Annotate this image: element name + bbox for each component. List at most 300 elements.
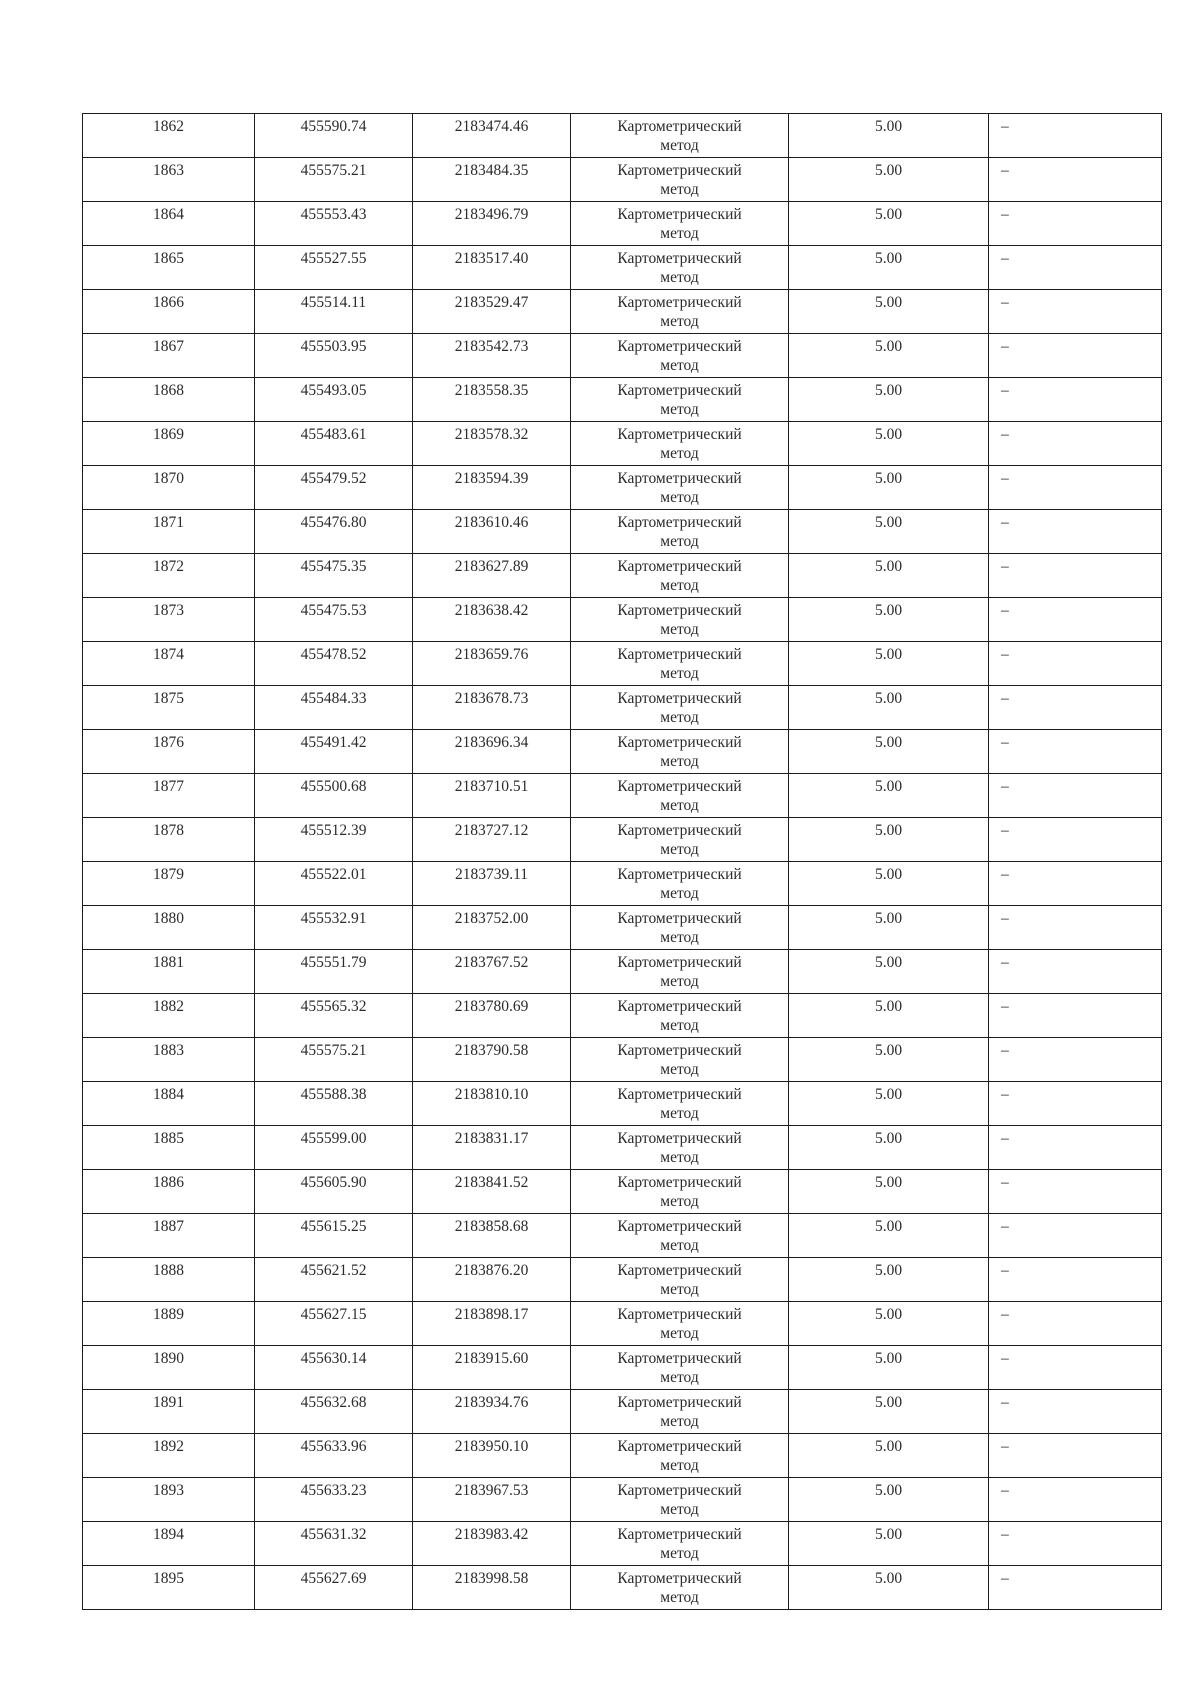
method-text-line: метод bbox=[660, 357, 699, 374]
y-coordinate-cell: 2183841.52 bbox=[413, 1170, 571, 1214]
method-cell bbox=[571, 598, 789, 642]
table-row bbox=[83, 730, 1162, 774]
x-coordinate-cell: 455479.52 bbox=[255, 466, 413, 510]
accuracy-cell: 5.00 bbox=[789, 466, 989, 510]
method-text-line: Картометрический bbox=[617, 690, 742, 707]
method-text-line: Картометрический bbox=[617, 910, 742, 927]
x-coordinate-cell: 455553.43 bbox=[255, 202, 413, 246]
method-text-line: Картометрический bbox=[617, 426, 742, 443]
point-number-cell: 1885 bbox=[83, 1126, 255, 1170]
note-cell: – bbox=[989, 1522, 1162, 1566]
method-text-line: Картометрический bbox=[617, 998, 742, 1015]
note-cell: – bbox=[989, 1434, 1162, 1478]
accuracy-cell: 5.00 bbox=[789, 1038, 989, 1082]
method-text-line: метод bbox=[660, 1501, 699, 1518]
method-text-line: метод bbox=[660, 621, 699, 638]
note-cell: – bbox=[989, 334, 1162, 378]
table-row bbox=[83, 1302, 1162, 1346]
point-number-cell: 1872 bbox=[83, 554, 255, 598]
note-cell: – bbox=[989, 1082, 1162, 1126]
accuracy-cell: 5.00 bbox=[789, 510, 989, 554]
note-cell: – bbox=[989, 1038, 1162, 1082]
table-row bbox=[83, 290, 1162, 334]
method-cell bbox=[571, 1258, 789, 1302]
method-text-line: метод bbox=[660, 841, 699, 858]
point-number-cell: 1883 bbox=[83, 1038, 255, 1082]
method-text-line: Картометрический bbox=[617, 954, 742, 971]
table-row bbox=[83, 1478, 1162, 1522]
method-cell bbox=[571, 158, 789, 202]
note-cell: – bbox=[989, 554, 1162, 598]
x-coordinate-cell: 455551.79 bbox=[255, 950, 413, 994]
accuracy-cell: 5.00 bbox=[789, 422, 989, 466]
accuracy-cell: 5.00 bbox=[789, 202, 989, 246]
method-cell bbox=[571, 554, 789, 598]
y-coordinate-cell: 2183780.69 bbox=[413, 994, 571, 1038]
point-number-cell: 1866 bbox=[83, 290, 255, 334]
point-number-cell: 1868 bbox=[83, 378, 255, 422]
note-cell: – bbox=[989, 1126, 1162, 1170]
x-coordinate-cell: 455633.23 bbox=[255, 1478, 413, 1522]
method-text-line: метод bbox=[660, 1105, 699, 1122]
point-number-cell: 1874 bbox=[83, 642, 255, 686]
y-coordinate-cell: 2183876.20 bbox=[413, 1258, 571, 1302]
point-number-cell: 1886 bbox=[83, 1170, 255, 1214]
note-cell: – bbox=[989, 1214, 1162, 1258]
method-text-line: Картометрический bbox=[617, 118, 742, 135]
x-coordinate-cell: 455615.25 bbox=[255, 1214, 413, 1258]
note-cell: – bbox=[989, 950, 1162, 994]
method-text-line: Картометрический bbox=[617, 1350, 742, 1367]
x-coordinate-cell: 455503.95 bbox=[255, 334, 413, 378]
method-text-line: метод bbox=[660, 709, 699, 726]
table-row bbox=[83, 686, 1162, 730]
method-text-line: метод bbox=[660, 489, 699, 506]
method-cell bbox=[571, 906, 789, 950]
method-text-line: Картометрический bbox=[617, 1482, 742, 1499]
accuracy-cell: 5.00 bbox=[789, 1258, 989, 1302]
x-coordinate-cell: 455476.80 bbox=[255, 510, 413, 554]
method-text-line: Картометрический bbox=[617, 162, 742, 179]
note-cell: – bbox=[989, 466, 1162, 510]
method-text-line: метод bbox=[660, 1369, 699, 1386]
method-cell bbox=[571, 818, 789, 862]
table-row bbox=[83, 114, 1162, 158]
method-cell bbox=[571, 1522, 789, 1566]
point-number-cell: 1862 bbox=[83, 114, 255, 158]
table-row bbox=[83, 466, 1162, 510]
x-coordinate-cell: 455512.39 bbox=[255, 818, 413, 862]
table-row bbox=[83, 422, 1162, 466]
y-coordinate-cell: 2183496.79 bbox=[413, 202, 571, 246]
method-text-line: метод bbox=[660, 1413, 699, 1430]
point-number-cell: 1895 bbox=[83, 1566, 255, 1610]
note-cell: – bbox=[989, 246, 1162, 290]
point-number-cell: 1892 bbox=[83, 1434, 255, 1478]
x-coordinate-cell: 455633.96 bbox=[255, 1434, 413, 1478]
method-text-line: метод bbox=[660, 1193, 699, 1210]
method-cell bbox=[571, 246, 789, 290]
method-text-line: Картометрический bbox=[617, 382, 742, 399]
method-text-line: метод bbox=[660, 1457, 699, 1474]
x-coordinate-cell: 455522.01 bbox=[255, 862, 413, 906]
method-text-line: метод bbox=[660, 973, 699, 990]
point-number-cell: 1873 bbox=[83, 598, 255, 642]
table-row bbox=[83, 554, 1162, 598]
method-cell bbox=[571, 202, 789, 246]
method-cell bbox=[571, 422, 789, 466]
method-cell bbox=[571, 686, 789, 730]
accuracy-cell: 5.00 bbox=[789, 290, 989, 334]
method-text-line: метод bbox=[660, 533, 699, 550]
table-row bbox=[83, 1038, 1162, 1082]
note-cell: – bbox=[989, 1478, 1162, 1522]
x-coordinate-cell: 455588.38 bbox=[255, 1082, 413, 1126]
accuracy-cell: 5.00 bbox=[789, 1082, 989, 1126]
method-cell bbox=[571, 510, 789, 554]
accuracy-cell: 5.00 bbox=[789, 1126, 989, 1170]
table-row bbox=[83, 202, 1162, 246]
y-coordinate-cell: 2183558.35 bbox=[413, 378, 571, 422]
method-cell bbox=[571, 466, 789, 510]
table-row bbox=[83, 906, 1162, 950]
method-cell bbox=[571, 1390, 789, 1434]
method-text-line: метод bbox=[660, 885, 699, 902]
method-text-line: метод bbox=[660, 1061, 699, 1078]
note-cell: – bbox=[989, 158, 1162, 202]
table-row bbox=[83, 862, 1162, 906]
method-text-line: метод bbox=[660, 1281, 699, 1298]
method-text-line: Картометрический bbox=[617, 1042, 742, 1059]
table-row bbox=[83, 158, 1162, 202]
coordinates-table-body bbox=[83, 114, 1162, 1610]
y-coordinate-cell: 2183790.58 bbox=[413, 1038, 571, 1082]
y-coordinate-cell: 2183659.76 bbox=[413, 642, 571, 686]
method-cell bbox=[571, 994, 789, 1038]
table-row bbox=[83, 950, 1162, 994]
accuracy-cell: 5.00 bbox=[789, 642, 989, 686]
method-text-line: Картометрический bbox=[617, 1306, 742, 1323]
method-text-line: Картометрический bbox=[617, 470, 742, 487]
method-text-line: Картометрический bbox=[617, 734, 742, 751]
point-number-cell: 1864 bbox=[83, 202, 255, 246]
x-coordinate-cell: 455630.14 bbox=[255, 1346, 413, 1390]
table-row bbox=[83, 1126, 1162, 1170]
method-text-line: Картометрический bbox=[617, 1086, 742, 1103]
table-row bbox=[83, 642, 1162, 686]
method-text-line: Картометрический bbox=[617, 646, 742, 663]
point-number-cell: 1877 bbox=[83, 774, 255, 818]
method-text-line: метод bbox=[660, 929, 699, 946]
y-coordinate-cell: 2183529.47 bbox=[413, 290, 571, 334]
method-text-line: метод bbox=[660, 137, 699, 154]
method-text-line: Картометрический bbox=[617, 1218, 742, 1235]
y-coordinate-cell: 2183752.00 bbox=[413, 906, 571, 950]
method-text-line: метод bbox=[660, 753, 699, 770]
method-text-line: Картометрический bbox=[617, 294, 742, 311]
method-text-line: метод bbox=[660, 313, 699, 330]
y-coordinate-cell: 2183678.73 bbox=[413, 686, 571, 730]
method-text-line: метод bbox=[660, 1545, 699, 1562]
point-number-cell: 1878 bbox=[83, 818, 255, 862]
note-cell: – bbox=[989, 730, 1162, 774]
note-cell: – bbox=[989, 1170, 1162, 1214]
table-row bbox=[83, 246, 1162, 290]
accuracy-cell: 5.00 bbox=[789, 1434, 989, 1478]
x-coordinate-cell: 455632.68 bbox=[255, 1390, 413, 1434]
accuracy-cell: 5.00 bbox=[789, 862, 989, 906]
point-number-cell: 1882 bbox=[83, 994, 255, 1038]
method-text-line: Картометрический bbox=[617, 1130, 742, 1147]
y-coordinate-cell: 2183517.40 bbox=[413, 246, 571, 290]
note-cell: – bbox=[989, 642, 1162, 686]
y-coordinate-cell: 2183594.39 bbox=[413, 466, 571, 510]
table-row bbox=[83, 1566, 1162, 1610]
y-coordinate-cell: 2183810.10 bbox=[413, 1082, 571, 1126]
accuracy-cell: 5.00 bbox=[789, 1214, 989, 1258]
accuracy-cell: 5.00 bbox=[789, 378, 989, 422]
note-cell: – bbox=[989, 378, 1162, 422]
x-coordinate-cell: 455475.53 bbox=[255, 598, 413, 642]
y-coordinate-cell: 2183983.42 bbox=[413, 1522, 571, 1566]
point-number-cell: 1865 bbox=[83, 246, 255, 290]
x-coordinate-cell: 455491.42 bbox=[255, 730, 413, 774]
table-row bbox=[83, 1170, 1162, 1214]
method-cell bbox=[571, 1038, 789, 1082]
note-cell: – bbox=[989, 686, 1162, 730]
x-coordinate-cell: 455484.33 bbox=[255, 686, 413, 730]
method-text-line: метод bbox=[660, 1237, 699, 1254]
x-coordinate-cell: 455575.21 bbox=[255, 158, 413, 202]
y-coordinate-cell: 2183484.35 bbox=[413, 158, 571, 202]
x-coordinate-cell: 455631.32 bbox=[255, 1522, 413, 1566]
y-coordinate-cell: 2183710.51 bbox=[413, 774, 571, 818]
x-coordinate-cell: 455605.90 bbox=[255, 1170, 413, 1214]
point-number-cell: 1875 bbox=[83, 686, 255, 730]
method-text-line: Картометрический bbox=[617, 822, 742, 839]
table-row bbox=[83, 1258, 1162, 1302]
note-cell: – bbox=[989, 510, 1162, 554]
method-text-line: метод bbox=[660, 1149, 699, 1166]
table-row bbox=[83, 1082, 1162, 1126]
x-coordinate-cell: 455599.00 bbox=[255, 1126, 413, 1170]
y-coordinate-cell: 2183858.68 bbox=[413, 1214, 571, 1258]
y-coordinate-cell: 2183967.53 bbox=[413, 1478, 571, 1522]
table-row bbox=[83, 1522, 1162, 1566]
x-coordinate-cell: 455627.69 bbox=[255, 1566, 413, 1610]
method-cell bbox=[571, 290, 789, 334]
y-coordinate-cell: 2183578.32 bbox=[413, 422, 571, 466]
note-cell: – bbox=[989, 1346, 1162, 1390]
note-cell: – bbox=[989, 862, 1162, 906]
table-row bbox=[83, 1346, 1162, 1390]
accuracy-cell: 5.00 bbox=[789, 686, 989, 730]
table-row bbox=[83, 598, 1162, 642]
method-text-line: Картометрический bbox=[617, 338, 742, 355]
note-cell: – bbox=[989, 422, 1162, 466]
accuracy-cell: 5.00 bbox=[789, 774, 989, 818]
method-cell bbox=[571, 774, 789, 818]
accuracy-cell: 5.00 bbox=[789, 1478, 989, 1522]
point-number-cell: 1893 bbox=[83, 1478, 255, 1522]
note-cell: – bbox=[989, 1390, 1162, 1434]
method-text-line: Картометрический bbox=[617, 778, 742, 795]
y-coordinate-cell: 2183474.46 bbox=[413, 114, 571, 158]
note-cell: – bbox=[989, 774, 1162, 818]
point-number-cell: 1888 bbox=[83, 1258, 255, 1302]
y-coordinate-cell: 2183739.11 bbox=[413, 862, 571, 906]
table-row bbox=[83, 774, 1162, 818]
method-text-line: метод bbox=[660, 445, 699, 462]
accuracy-cell: 5.00 bbox=[789, 1346, 989, 1390]
accuracy-cell: 5.00 bbox=[789, 114, 989, 158]
y-coordinate-cell: 2183915.60 bbox=[413, 1346, 571, 1390]
note-cell: – bbox=[989, 1258, 1162, 1302]
method-cell bbox=[571, 950, 789, 994]
method-text-line: метод bbox=[660, 401, 699, 418]
accuracy-cell: 5.00 bbox=[789, 1566, 989, 1610]
method-cell bbox=[571, 730, 789, 774]
x-coordinate-cell: 455478.52 bbox=[255, 642, 413, 686]
method-text-line: Картометрический bbox=[617, 514, 742, 531]
method-text-line: метод bbox=[660, 1325, 699, 1342]
point-number-cell: 1884 bbox=[83, 1082, 255, 1126]
x-coordinate-cell: 455493.05 bbox=[255, 378, 413, 422]
method-text-line: метод bbox=[660, 1017, 699, 1034]
table-row bbox=[83, 1390, 1162, 1434]
x-coordinate-cell: 455621.52 bbox=[255, 1258, 413, 1302]
x-coordinate-cell: 455500.68 bbox=[255, 774, 413, 818]
method-cell bbox=[571, 1126, 789, 1170]
y-coordinate-cell: 2183542.73 bbox=[413, 334, 571, 378]
table-row bbox=[83, 378, 1162, 422]
accuracy-cell: 5.00 bbox=[789, 1302, 989, 1346]
y-coordinate-cell: 2183950.10 bbox=[413, 1434, 571, 1478]
method-cell bbox=[571, 1082, 789, 1126]
method-cell bbox=[571, 114, 789, 158]
point-number-cell: 1867 bbox=[83, 334, 255, 378]
note-cell: – bbox=[989, 598, 1162, 642]
note-cell: – bbox=[989, 290, 1162, 334]
method-text-line: метод bbox=[660, 797, 699, 814]
point-number-cell: 1889 bbox=[83, 1302, 255, 1346]
table-row bbox=[83, 994, 1162, 1038]
note-cell: – bbox=[989, 818, 1162, 862]
point-number-cell: 1863 bbox=[83, 158, 255, 202]
method-cell bbox=[571, 1214, 789, 1258]
table-row bbox=[83, 818, 1162, 862]
x-coordinate-cell: 455565.32 bbox=[255, 994, 413, 1038]
table-row bbox=[83, 1214, 1162, 1258]
x-coordinate-cell: 455475.35 bbox=[255, 554, 413, 598]
method-cell bbox=[571, 378, 789, 422]
method-text-line: метод bbox=[660, 665, 699, 682]
accuracy-cell: 5.00 bbox=[789, 818, 989, 862]
table-row bbox=[83, 510, 1162, 554]
method-cell bbox=[571, 1170, 789, 1214]
point-number-cell: 1890 bbox=[83, 1346, 255, 1390]
method-text-line: Картометрический bbox=[617, 1394, 742, 1411]
accuracy-cell: 5.00 bbox=[789, 1170, 989, 1214]
y-coordinate-cell: 2183727.12 bbox=[413, 818, 571, 862]
y-coordinate-cell: 2183696.34 bbox=[413, 730, 571, 774]
x-coordinate-cell: 455514.11 bbox=[255, 290, 413, 334]
method-cell bbox=[571, 1434, 789, 1478]
y-coordinate-cell: 2183627.89 bbox=[413, 554, 571, 598]
point-number-cell: 1881 bbox=[83, 950, 255, 994]
x-coordinate-cell: 455532.91 bbox=[255, 906, 413, 950]
accuracy-cell: 5.00 bbox=[789, 554, 989, 598]
method-cell bbox=[571, 334, 789, 378]
method-text-line: Картометрический bbox=[617, 1262, 742, 1279]
accuracy-cell: 5.00 bbox=[789, 246, 989, 290]
note-cell: – bbox=[989, 994, 1162, 1038]
point-number-cell: 1871 bbox=[83, 510, 255, 554]
method-text-line: метод bbox=[660, 1589, 699, 1606]
y-coordinate-cell: 2183898.17 bbox=[413, 1302, 571, 1346]
method-text-line: метод bbox=[660, 269, 699, 286]
method-text-line: Картометрический bbox=[617, 1438, 742, 1455]
point-number-cell: 1869 bbox=[83, 422, 255, 466]
x-coordinate-cell: 455483.61 bbox=[255, 422, 413, 466]
method-text-line: метод bbox=[660, 181, 699, 198]
point-number-cell: 1880 bbox=[83, 906, 255, 950]
method-text-line: Картометрический bbox=[617, 602, 742, 619]
method-text-line: Картометрический bbox=[617, 1570, 742, 1587]
y-coordinate-cell: 2183998.58 bbox=[413, 1566, 571, 1610]
point-number-cell: 1891 bbox=[83, 1390, 255, 1434]
coordinates-table bbox=[82, 113, 1162, 1610]
point-number-cell: 1879 bbox=[83, 862, 255, 906]
method-text-line: метод bbox=[660, 577, 699, 594]
y-coordinate-cell: 2183767.52 bbox=[413, 950, 571, 994]
y-coordinate-cell: 2183638.42 bbox=[413, 598, 571, 642]
x-coordinate-cell: 455575.21 bbox=[255, 1038, 413, 1082]
method-text-line: Картометрический bbox=[617, 558, 742, 575]
accuracy-cell: 5.00 bbox=[789, 1522, 989, 1566]
note-cell: – bbox=[989, 114, 1162, 158]
point-number-cell: 1894 bbox=[83, 1522, 255, 1566]
note-cell: – bbox=[989, 202, 1162, 246]
accuracy-cell: 5.00 bbox=[789, 598, 989, 642]
x-coordinate-cell: 455590.74 bbox=[255, 114, 413, 158]
accuracy-cell: 5.00 bbox=[789, 730, 989, 774]
accuracy-cell: 5.00 bbox=[789, 158, 989, 202]
accuracy-cell: 5.00 bbox=[789, 1390, 989, 1434]
accuracy-cell: 5.00 bbox=[789, 950, 989, 994]
point-number-cell: 1887 bbox=[83, 1214, 255, 1258]
method-cell bbox=[571, 642, 789, 686]
point-number-cell: 1870 bbox=[83, 466, 255, 510]
y-coordinate-cell: 2183831.17 bbox=[413, 1126, 571, 1170]
point-number-cell: 1876 bbox=[83, 730, 255, 774]
note-cell: – bbox=[989, 1566, 1162, 1610]
table-row bbox=[83, 334, 1162, 378]
method-text-line: Картометрический bbox=[617, 1526, 742, 1543]
y-coordinate-cell: 2183934.76 bbox=[413, 1390, 571, 1434]
table-row bbox=[83, 1434, 1162, 1478]
accuracy-cell: 5.00 bbox=[789, 994, 989, 1038]
x-coordinate-cell: 455627.15 bbox=[255, 1302, 413, 1346]
accuracy-cell: 5.00 bbox=[789, 906, 989, 950]
method-cell bbox=[571, 862, 789, 906]
method-text-line: Картометрический bbox=[617, 1174, 742, 1191]
note-cell: – bbox=[989, 1302, 1162, 1346]
y-coordinate-cell: 2183610.46 bbox=[413, 510, 571, 554]
method-cell bbox=[571, 1478, 789, 1522]
method-text-line: метод bbox=[660, 225, 699, 242]
method-text-line: Картометрический bbox=[617, 250, 742, 267]
